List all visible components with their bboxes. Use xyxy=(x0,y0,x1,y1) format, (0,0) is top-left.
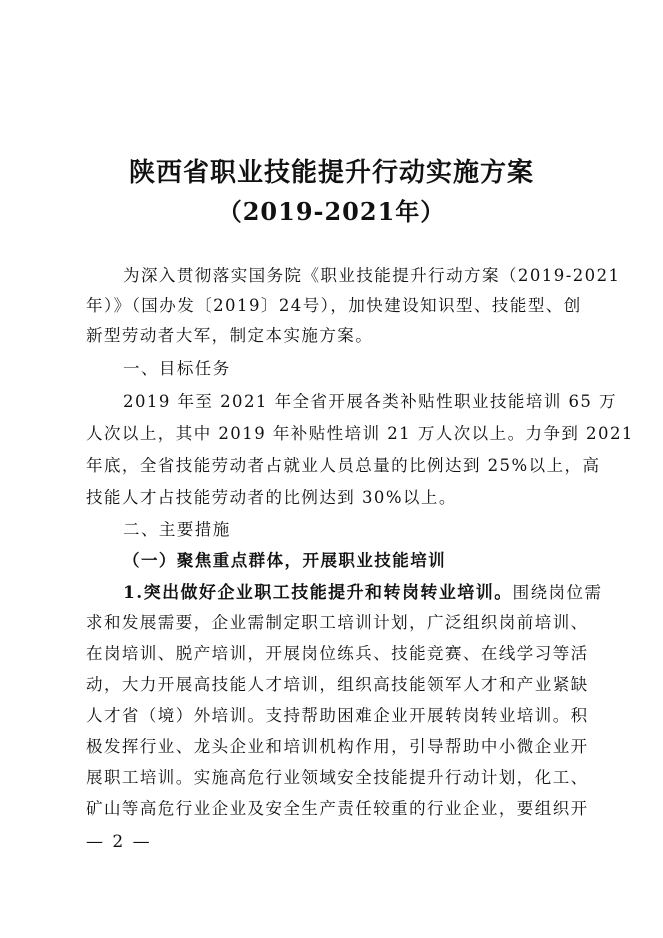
paragraph-line: 求和发展需要，企业需制定职工培训计划，广泛组织岗前培训、 xyxy=(86,613,589,632)
section-heading: 一、目标任务 xyxy=(123,359,231,378)
section-heading: 二、主要措施 xyxy=(123,520,231,539)
subsection-heading: （一）聚焦重点群体，开展职业技能培训 xyxy=(123,551,447,570)
paragraph-line: 年底，全省技能劳动者占就业人员总量的比例达到 25%以上，高 xyxy=(86,456,601,475)
paragraph-line: 人才省（境）外培训。支持帮助困难企业开展转岗转业培训。积 xyxy=(86,706,589,725)
document-subtitle-years: （2019-2021年） xyxy=(217,197,446,226)
paragraph-line: 为深入贯彻落实国务院《职业技能提升行动方案（2019-2021 xyxy=(123,266,621,285)
item-heading: 1.突出做好企业职工技能提升和转岗转业培训。 xyxy=(123,583,513,603)
paragraph-line: 新型劳动者大军，制定本实施方案。 xyxy=(86,326,374,345)
paragraph-line: 矿山等高危行业企业及安全生产责任较重的行业企业，要组织开 xyxy=(86,799,589,818)
paragraph-line: 技能人才占技能劳动者的比例达到 30%以上。 xyxy=(86,488,457,507)
paragraph-line: 2019 年至 2021 年全省开展各类补贴性职业技能培训 65 万 xyxy=(123,392,618,411)
page-number: — 2 — xyxy=(86,832,152,852)
paragraph-line: 人次以上，其中 2019 年补贴性培训 21 万人次以上。力争到 2021 xyxy=(86,424,634,443)
item-text: 围绕岗位需 xyxy=(512,583,603,602)
paragraph-line: 展职工培训。实施高危行业领域安全技能提升行动计划，化工、 xyxy=(86,768,589,787)
paragraph-line: 动，大力开展高技能人才培训，组织高技能领军人才和产业紧缺 xyxy=(86,675,589,694)
paragraph-line: 极发挥行业、龙头企业和培训机构作用，引导帮助中小微企业开 xyxy=(86,737,589,756)
paragraph-line xyxy=(86,578,615,603)
document-title: 陕西省职业技能提升行动实施方案 xyxy=(128,158,534,188)
paragraph-line: 年）》（国办发〔2019〕24号），加快建设知识型、技能型、创 xyxy=(86,296,582,315)
paragraph-line: 在岗培训、脱产培训，开展岗位练兵、技能竞赛、在线学习等活 xyxy=(86,644,589,663)
